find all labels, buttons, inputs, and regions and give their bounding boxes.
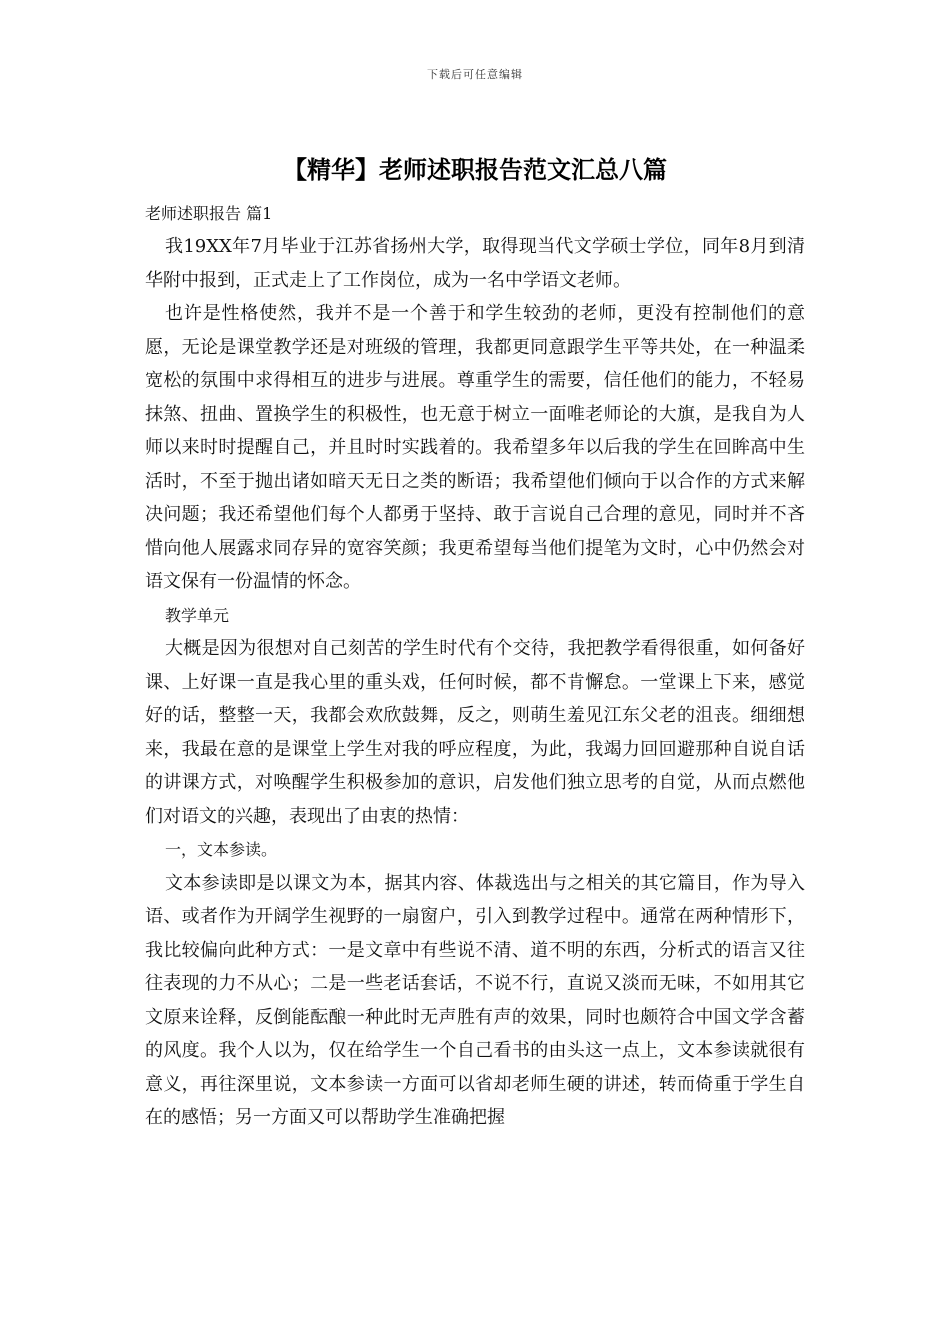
section-subtitle: 老师述职报告 篇1 bbox=[145, 204, 273, 223]
paragraph-1: 我19XX年7月毕业于江苏省扬州大学，取得现当代文学硕士学位，同年8月到清华附中报到，正式走上了工作岗位，成为一名中学语文老师。 bbox=[145, 236, 805, 291]
paragraph-2: 也许是性格使然，我并不是一个善于和学生较劲的老师，更没有控制他们的意愿，无论是课堂教学还是对班级的管理，我都更同意跟学生平等共处，在一种温柔宽松的氛围中求得相互的进步与进展。尊重学生的需要，信任他们的能力，不轻易抹煞、扭曲、置换学生的积极性，也无意于树立一面唯老师论的大旗，是我自为人师以来时时提醒自己，并且时时实践着的。我希望多年以后我的学生在回眸高中生活时，不至于抛出诸如暗天无日之类的断语；我希望他们倾向于以合作的方式来解决问题；我还希望他们每个人都勇于坚持、敢于言说自己合理的意见，同时并不吝惜向他人展露求同存异的宽容笑颜；我更希望每当他们提笔为文时，心中仍然会对语文保有一份温情的怀念。 bbox=[145, 303, 805, 592]
document-title: 【精华】老师述职报告范文汇总八篇 bbox=[283, 155, 667, 184]
page-header-note: 下载后可任意编辑 bbox=[427, 68, 523, 81]
paragraph-4: 文本参读即是以课文为本，据其内容、体裁选出与之相关的其它篇目，作为导入语、或者作为开阔学生视野的一扇窗户，引入到教学过程中。通常在两种情形下，我比较偏向此种方式：一是文章中有些说不清、道不明的东西，分析式的语言又往往表现的力不从心；二是一些老话套话，不说不行，直说又淡而无味，不如用其它文原来诠释，反倒能酝酿一种此时无声胜有声的效果，同时也颇符合中国文学含蓄的风度。我个人以为，仅在给学生一个自己看书的由头这一点上，文本参读就很有意义，再往深里说，文本参读一方面可以省却老师生硬的讲述，转而倚重于学生自在的感悟；另一方面又可以帮助学生准确把握 bbox=[145, 872, 805, 1128]
section-heading-teaching-unit: 教学单元 bbox=[165, 605, 230, 625]
document-body bbox=[145, 198, 805, 1135]
section-heading-text-reading: 一，文本参读。 bbox=[165, 840, 278, 859]
paragraph-3: 大概是因为很想对自己刻苦的学生时代有个交待，我把教学看得很重，如何备好课、上好课一直是我心里的重头戏，任何时候，都不肯懈怠。一堂课上下来，感觉好的话，整整一天，我都会欢欣鼓舞，反之，则萌生羞见江东父老的沮丧。细细想来，我最在意的是课堂上学生对我的呼应程度，为此，我竭力回回避那种自说自话的讲课方式，对唤醒学生积极参加的意识，启发他们独立思考的自觉，从而点燃他们对语文的兴趣，表现出了由衷的热情： bbox=[145, 638, 805, 827]
